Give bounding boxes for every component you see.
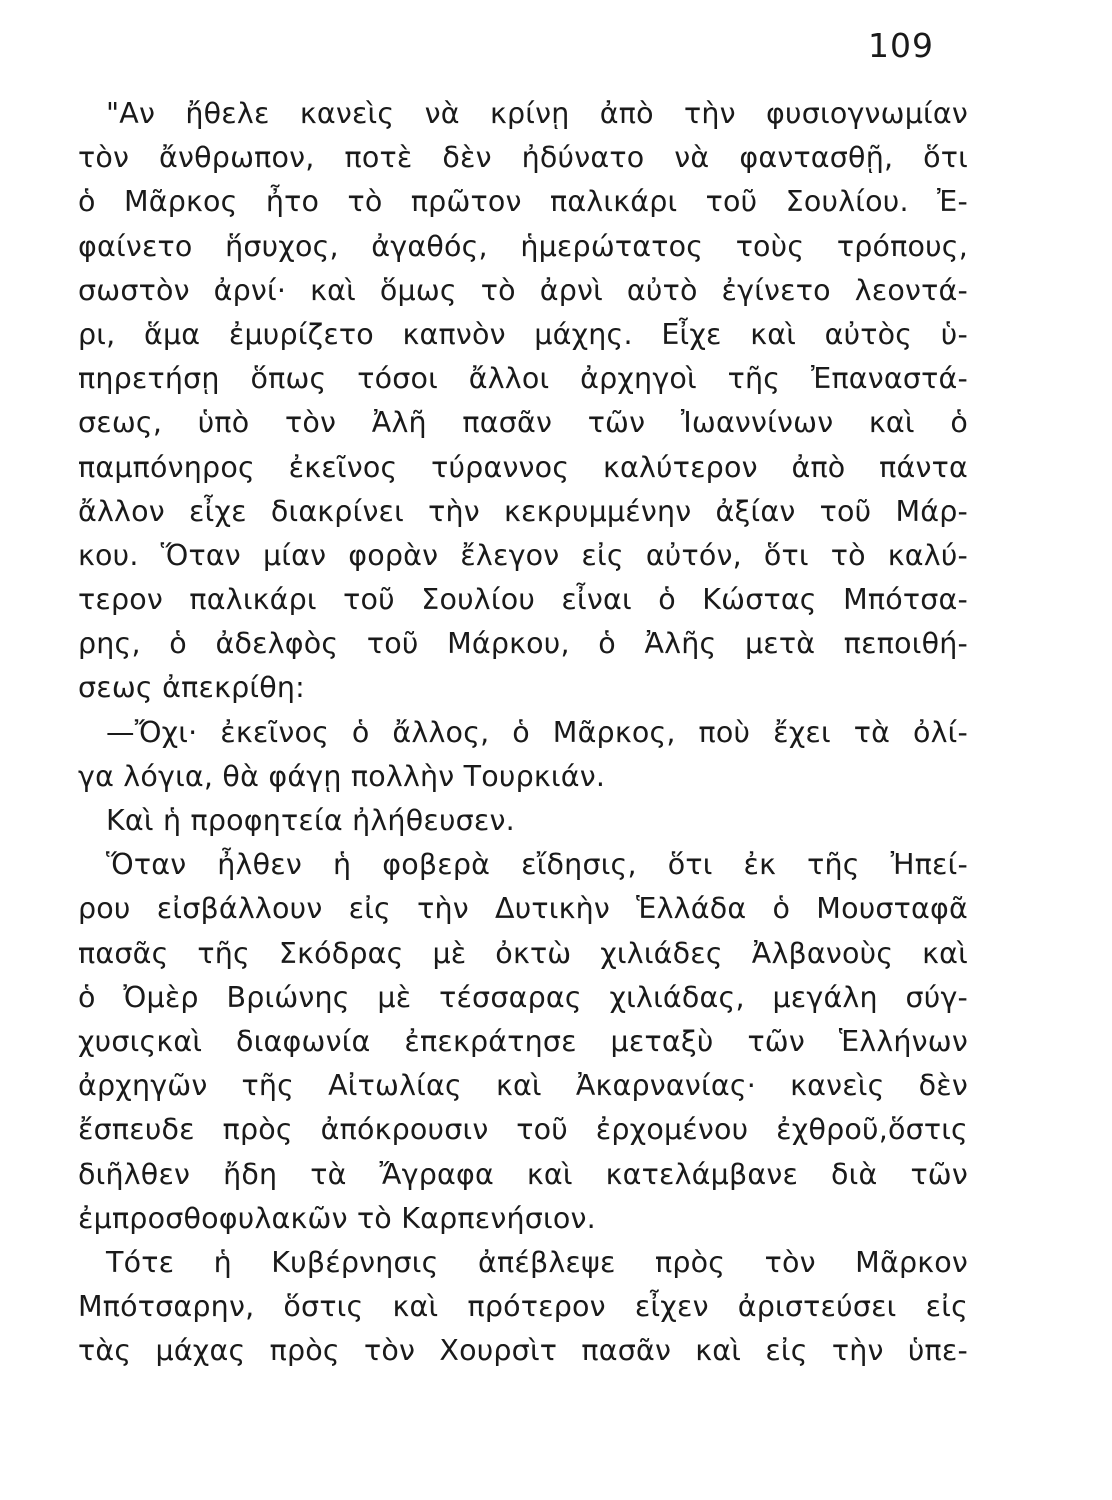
text-line: γα λόγια, θὰ φάγῃ πολλὴν Τουρκιάν.	[78, 759, 606, 793]
text-line: ἔσπευδε πρὸς ἀπόκρουσιν τοῦ ἐρχομένου ἐχθροῦ,ὅστις	[78, 1113, 968, 1147]
text-line: σωστὸν ἀρνί· καὶ ὅμως τὸ ἀρνὶ αὐτὸ ἐγίνετο λεοντά-	[78, 273, 968, 307]
text-line: παμπόνηρος ἐκεῖνος τύραννος καλύτερον ἀπὸ πάντα	[78, 450, 968, 484]
text-line: σεως, ὑπὸ τὸν Ἀλῆ πασᾶν τῶν Ἰωαννίνων καὶ ὁ	[78, 406, 968, 440]
text-line: σεως ἀπεκρίθη:	[78, 671, 305, 705]
text-line: ρι, ἅμα ἐμυρίζετο καπνὸν μάχης. Εἶχε καὶ αὐτὸς ὑ-	[78, 317, 968, 351]
page-number: 109	[868, 26, 934, 65]
text-line: ἀρχηγῶν τῆς Αἰτωλίας καὶ Ἀκαρνανίας· κανεὶς δὲν	[78, 1069, 968, 1103]
text-line: τὰς μάχας πρὸς τὸν Χουρσὶτ πασᾶν καὶ εἰς τὴν ὑπε-	[78, 1334, 968, 1368]
text-line: Τότε ἡ Κυβέρνησις ἀπέβλεψε πρὸς τὸν Μᾶρκον	[106, 1245, 968, 1279]
text-line: ρης, ὁ ἀδελφὸς τοῦ Μάρκου, ὁ Ἀλῆς μετὰ πεποιθή-	[78, 627, 968, 661]
text-line: ὁ Μᾶρκος ἦτο τὸ πρῶτον παλικάρι τοῦ Σουλίου. Ἐ-	[78, 185, 968, 219]
text-line: τερον παλικάρι τοῦ Σουλίου εἶναι ὁ Κώστας Μπότσα-	[78, 583, 968, 617]
text-line: Καὶ ἡ προφητεία ἠλήθευσεν.	[106, 804, 515, 837]
text-line: "Αν ἤθελε κανεὶς νὰ κρίνῃ ἀπὸ τὴν φυσιογνωμίαν	[106, 97, 968, 130]
text-line: ὁ Ὀμὲρ Βριώνης μὲ τέσσαρας χιλιάδας, μεγάλη σύγ-	[78, 980, 968, 1014]
text-line: κου. Ὅταν μίαν φορὰν ἔλεγον εἰς αὐτόν, ὅτι τὸ καλύ-	[78, 538, 968, 572]
text-line: ἐμπροσθοφυλακῶν τὸ Καρπενήσιον.	[78, 1201, 596, 1235]
text-line: διῆλθεν ἤδη τὰ Ἄγραφα καὶ κατελάμβανε διὰ τῶν	[78, 1157, 968, 1191]
text-line: ρου εἰσβάλλουν εἰς τὴν Δυτικὴν Ἑλλάδα ὁ Μουσταφᾶ	[78, 892, 968, 926]
text-line: τὸν ἄνθρωπον, ποτὲ δὲν ἠδύνατο νὰ φαντασθῇ, ὅτι	[78, 141, 968, 175]
text-line: φαίνετο ἥσυχος, ἀγαθός, ἡμερώτατος τοὺς τρόπους,	[78, 229, 968, 263]
text-line: χυσιςκαὶ διαφωνία ἐπεκράτησε μεταξὺ τῶν Ἑλλήνων	[78, 1024, 968, 1058]
text-line: Μπότσαρην, ὅστις καὶ πρότερον εἶχεν ἀριστεύσει εἰς	[78, 1290, 968, 1324]
text-line: πηρετήσῃ ὅπως τόσοι ἄλλοι ἀρχηγοὶ τῆς Ἐπαναστά-	[78, 362, 968, 396]
text-line: πασᾶς τῆς Σκόδρας μὲ ὀκτὼ χιλιάδες Ἀλβανοὺς καὶ	[78, 936, 968, 970]
body-text	[78, 92, 968, 1373]
text-line: ἄλλον εἶχε διακρίνει τὴν κεκρυμμένην ἀξίαν τοῦ Μάρ-	[78, 494, 968, 528]
text-line: Ὅταν ἦλθεν ἡ φοβερὰ εἴδησις, ὅτι ἐκ τῆς Ἠπεί-	[106, 848, 968, 882]
text-line: —Ὄχι· ἐκεῖνος ὁ ἄλλος, ὁ Μᾶρκος, ποὺ ἔχει τὰ ὀλί-	[106, 715, 968, 749]
